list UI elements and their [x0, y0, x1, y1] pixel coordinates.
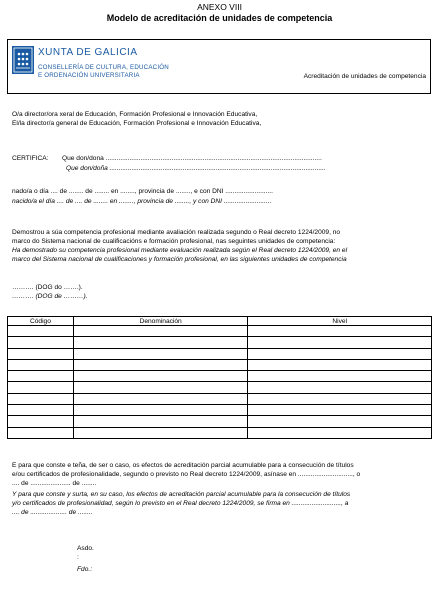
table-cell-nivel	[248, 416, 432, 427]
table-cell-nivel	[248, 382, 432, 393]
table-cell-denominacion	[73, 371, 248, 382]
table-body	[8, 326, 432, 439]
logo-title: XUNTA DE GALICIA	[38, 47, 138, 58]
conste-spanish-line-3: .... de .................... de ........	[12, 509, 93, 516]
column-header-denominacion: Denominación	[73, 317, 248, 326]
table-cell-codigo	[8, 382, 74, 393]
table-cell-nivel	[248, 337, 432, 348]
que-dona-spanish: Que don/doña ......................................................................................................................	[66, 165, 326, 172]
table-row	[8, 371, 432, 382]
table-row	[8, 337, 432, 348]
table-header-row	[8, 317, 432, 326]
table-cell-nivel	[248, 359, 432, 370]
conste-galician-line-2: e/ou certificados de profesionalidade, segundo o previsto no Real decreto 1224/2009, asínase en .............................., o	[12, 471, 361, 478]
xunta-logo-icon	[12, 46, 34, 74]
demostrou-line-2: marco do Sistema nacional de cualificacións e formación profesional, nas seguintes unidades de competencia:	[12, 238, 336, 245]
dog-spanish: ………. (DOG de ………).	[12, 293, 88, 300]
table-cell-codigo	[8, 427, 74, 438]
logo-subtitle-1: CONSELLERÍA DE CULTURA, EDUCACIÓN	[38, 64, 169, 71]
table-row	[8, 405, 432, 416]
table-cell-denominacion	[73, 427, 248, 438]
dog-galician: ………. (DOG do …….).	[12, 284, 83, 291]
table-cell-codigo	[8, 416, 74, 427]
table-cell-codigo	[8, 393, 74, 404]
logo-subtitle-2: E ORDENACIÓN UNIVERSITARIA	[38, 72, 140, 79]
document-title: Modelo de acreditación de unidades de competencia	[106, 13, 333, 23]
table-cell-codigo	[8, 405, 74, 416]
director-spanish: El/la director/a general de Educación, Formación Profesional e Innovación Educativa,	[12, 120, 262, 127]
table-cell-nivel	[248, 326, 432, 337]
header-box	[7, 39, 431, 94]
table-cell-denominacion	[73, 393, 248, 404]
table-row	[8, 416, 432, 427]
table-cell-codigo	[8, 337, 74, 348]
asdo-separator: :	[77, 554, 79, 561]
director-galician: O/a director/ora xeral de Educación, Formación Profesional e Innovación Educativa,	[12, 111, 258, 118]
table-row	[8, 326, 432, 337]
table-cell-denominacion	[73, 382, 248, 393]
certificate-type-label: Acreditación de unidades de competencia	[303, 73, 426, 80]
conste-galician-line-1: E para que conste e teña, de ser o caso, os efectos de acreditación parcial acumulable para a consecución de títulos	[12, 462, 354, 469]
table-cell-nivel	[248, 371, 432, 382]
fdo-label: Fdo.:	[77, 566, 93, 573]
que-dona-galician: Que don/dona ......................................................................................................................	[62, 155, 322, 162]
column-header-codigo: Código	[8, 317, 74, 326]
table-row	[8, 382, 432, 393]
conste-spanish-line-1: Y para que conste y surta, en su caso, los efectos de acreditación parcial acumulable para la consecución de títulos	[12, 491, 351, 498]
table-cell-denominacion	[73, 348, 248, 359]
table-cell-denominacion	[73, 326, 248, 337]
table-cell-nivel	[248, 405, 432, 416]
table-cell-codigo	[8, 348, 74, 359]
conste-galician-line-3: .... de ...................... de ........	[12, 480, 97, 487]
birth-line-galician: nado/a o día .... de ........ de ........ en ........, provincia de ........, e con DNI ..........................	[12, 188, 273, 195]
table-row	[8, 359, 432, 370]
birth-line-spanish: nacido/a el día .... de .... de ........ en ........, provincia de ........, y con DNI ..........................	[12, 198, 272, 205]
column-header-nivel: Nivel	[248, 317, 432, 326]
table-cell-denominacion	[73, 416, 248, 427]
table-cell-nivel	[248, 427, 432, 438]
asdo-label: Asdo.	[77, 545, 94, 552]
table-row	[8, 393, 432, 404]
demostrado-line-2: marco del Sistema nacional de cualificaciones y formación profesional, en las siguientes unidades de competencia	[12, 256, 347, 263]
table-row	[8, 427, 432, 438]
table-cell-codigo	[8, 326, 74, 337]
certifica-label: CERTIFICA:	[12, 155, 49, 162]
table-cell-denominacion	[73, 359, 248, 370]
table-cell-denominacion	[73, 337, 248, 348]
table-row	[8, 348, 432, 359]
competency-units-table	[7, 316, 432, 439]
annex-label: ANEXO VIII	[197, 2, 242, 12]
table-cell-nivel	[248, 348, 432, 359]
table-cell-denominacion	[73, 405, 248, 416]
demostrou-line-1: Demostrou a súa competencia profesional mediante avaliación realizada segundo o Real decreto 1224/2009, no	[12, 229, 341, 236]
conste-spanish-line-2: y/o certificados de profesionalidad, según lo previsto en el Real decreto 1224/2009, se firma en ..........................., a	[12, 500, 349, 507]
demostrado-line-1: Ha demostrado su competencia profesional mediante evaluación realizada según el Real decreto 1224/2009, en el	[12, 247, 348, 254]
table-cell-nivel	[248, 393, 432, 404]
table-cell-codigo	[8, 371, 74, 382]
table-cell-codigo	[8, 359, 74, 370]
